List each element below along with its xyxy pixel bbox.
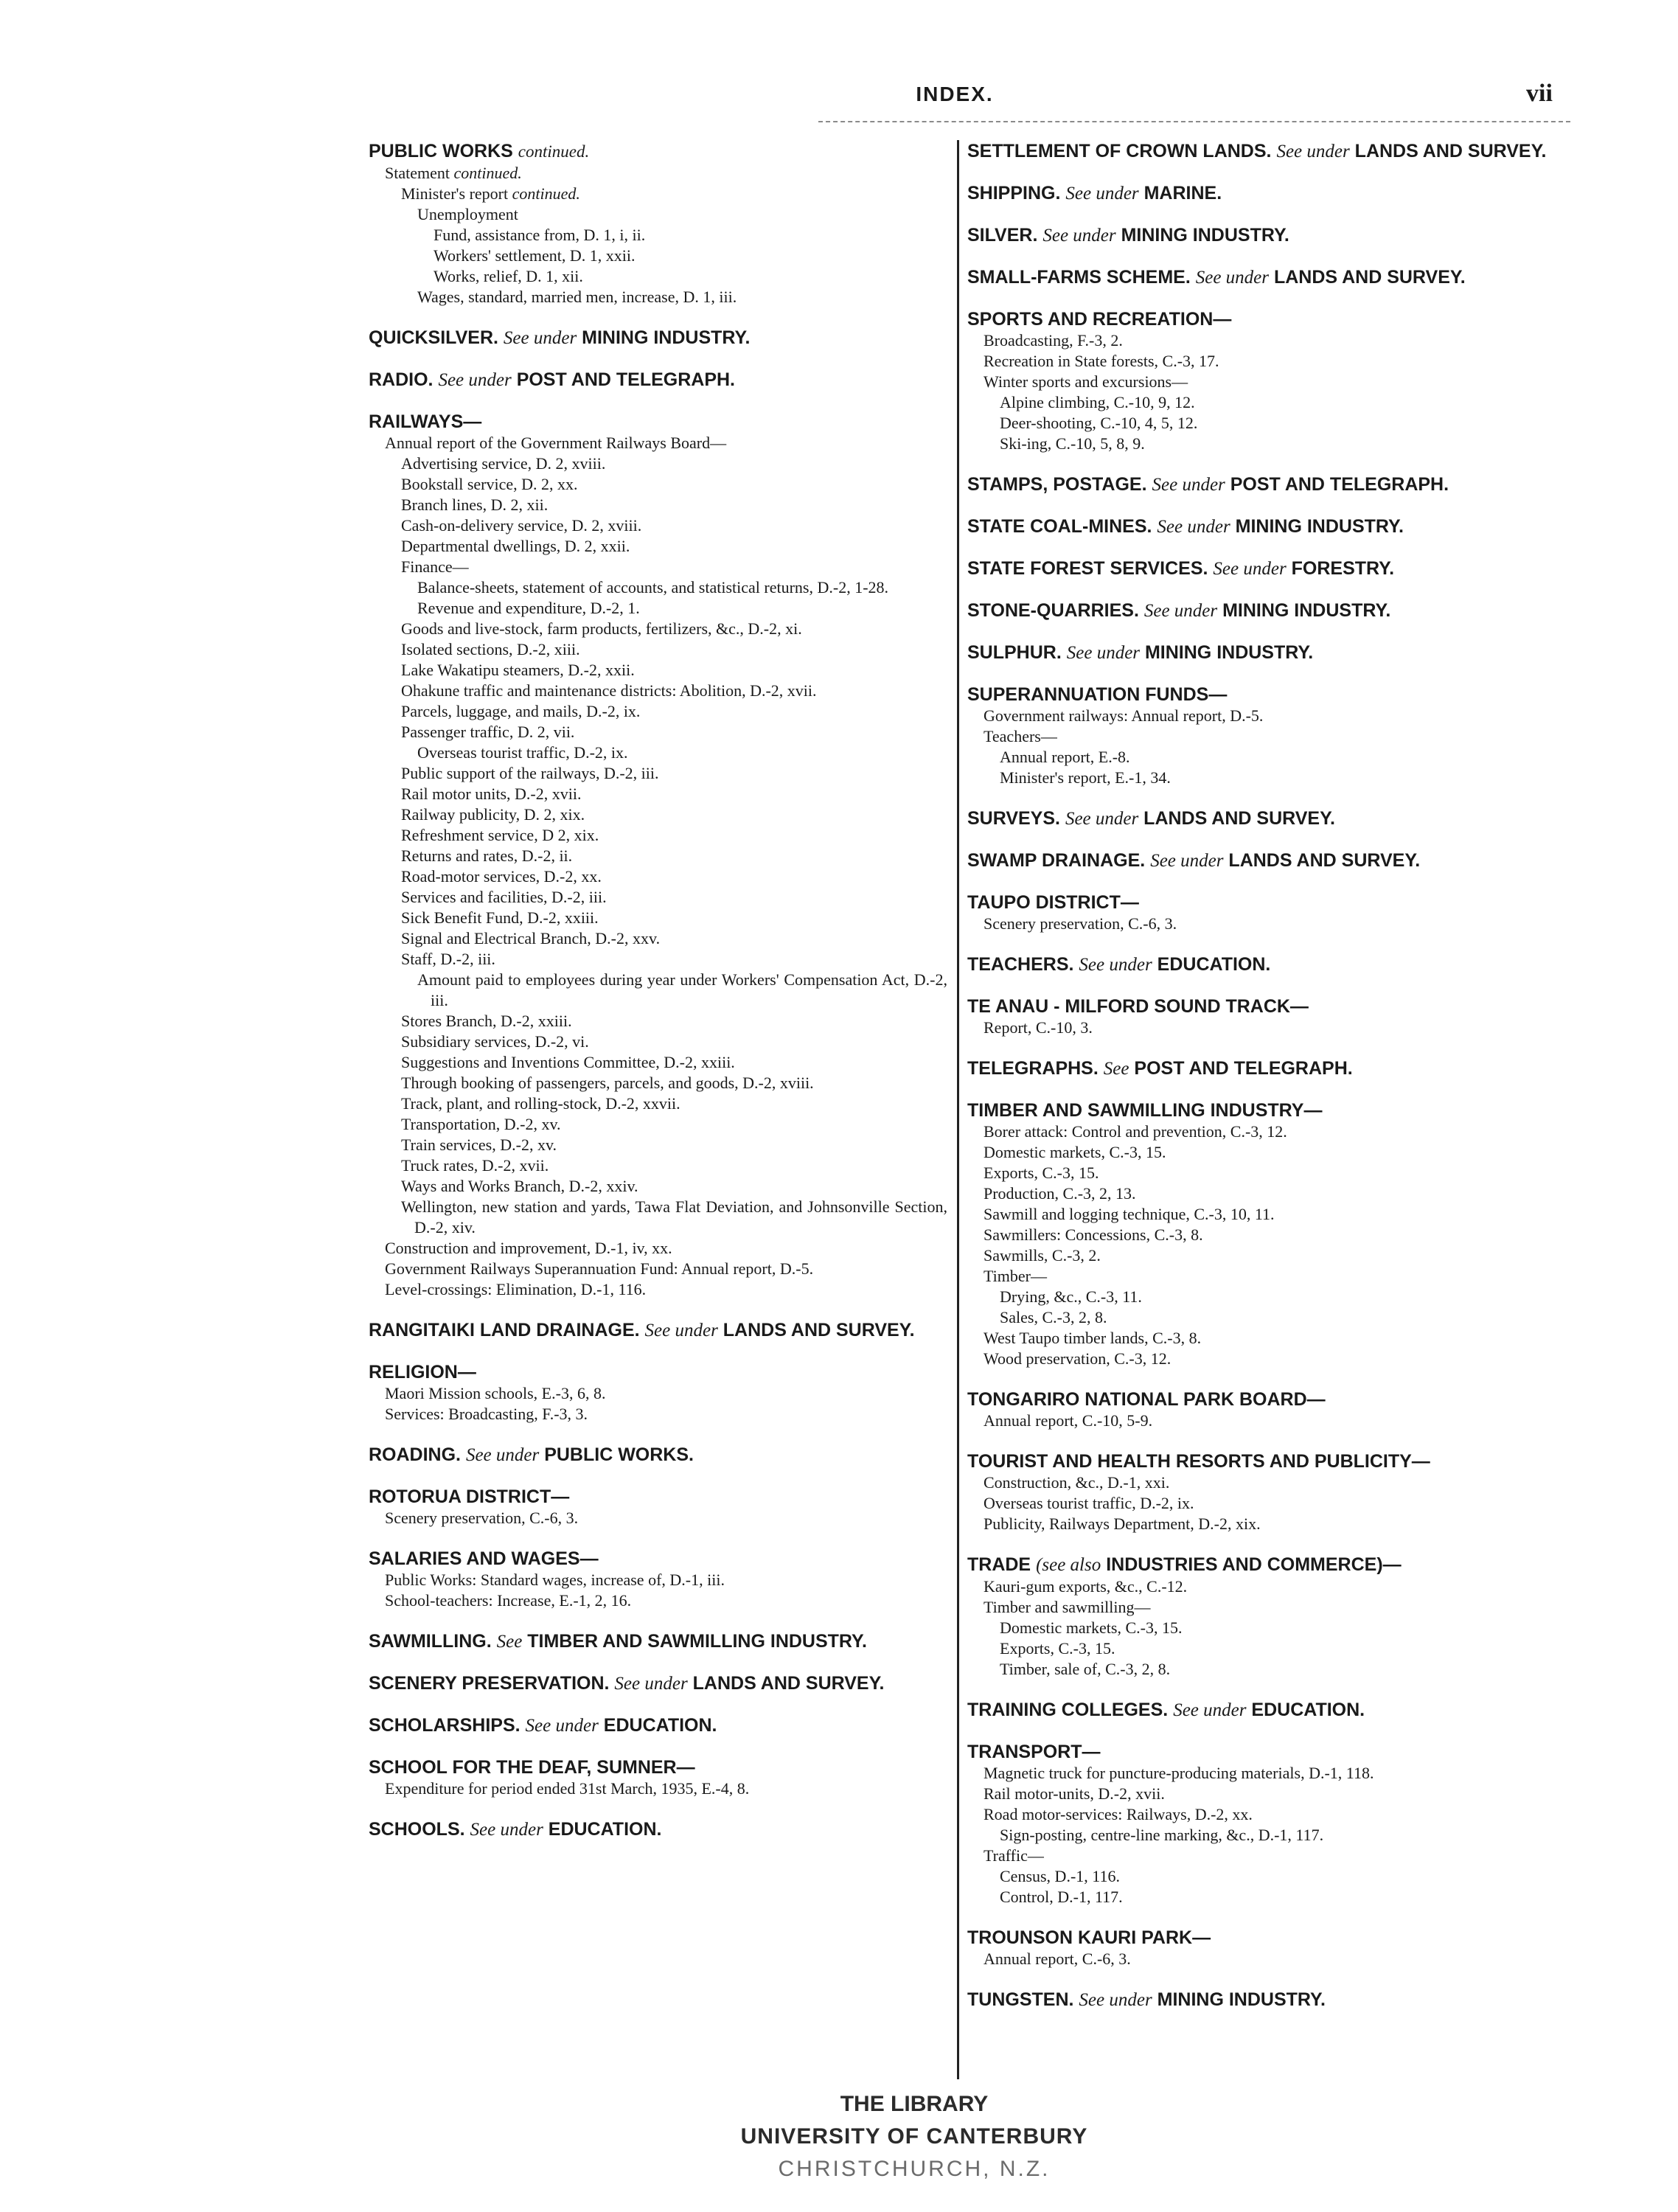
index-entry-scholarships [369,1714,947,1737]
entry-heading: SCHOOLS. [369,1819,465,1840]
cross-reference: FORESTRY. [1291,558,1395,579]
index-entry-small-farms [967,266,1594,289]
index-entry-stamps [967,473,1594,496]
subentry: Truck rates, D.-2, xvii. [401,1156,549,1175]
cross-reference: LANDS AND SURVEY. [1354,141,1547,161]
index-entry-superannuation [967,684,1594,788]
subentry: Broadcasting, F.-3, 2. [984,331,1123,349]
subentry: Deer-shooting, C.-10, 4, 5, 12. [1000,414,1198,432]
cross-reference: LANDS AND SURVEY. [723,1320,915,1340]
subentry: Domestic markets, C.-3, 15. [984,1143,1166,1161]
entry-heading: ROTORUA DISTRICT— [369,1486,570,1507]
entry-heading: RANGITAIKI LAND DRAINAGE. [369,1320,640,1340]
entry-heading: TUNGSTEN. [967,1989,1074,2010]
subentry: Wood preservation, C.-3, 12. [984,1349,1172,1368]
subentry-list [369,433,947,1300]
entry-heading: TRANSPORT— [967,1742,1101,1762]
entry-heading: STATE COAL-MINES. [967,516,1152,537]
subentry-list [967,1472,1594,1534]
subentry: Departmental dwellings, D. 2, xxii. [401,537,630,555]
see-under: See [1103,1059,1129,1079]
cross-reference: TIMBER AND SAWMILLING INDUSTRY. [527,1631,867,1652]
entry-heading: STATE FOREST SERVICES. [967,558,1208,579]
left-column [369,140,947,1860]
subentry: Timber— [984,1267,1047,1285]
subentry: Sick Benefit Fund, D.-2, xxiii. [401,908,599,927]
see-under: See under [470,1820,543,1840]
continued-note: continued. [518,142,590,161]
see-under: See under [1143,601,1218,621]
subentry: Overseas tourist traffic, D.-2, ix. [984,1494,1194,1512]
index-entry-sulphur [967,641,1594,664]
subentry: Drying, &c., C.-3, 11. [1000,1287,1142,1306]
entry-heading: TRAINING COLLEGES. [967,1700,1169,1720]
subentry: Subsidiary services, D.-2, vi. [401,1032,589,1051]
subentry: Level-crossings: Elimination, D.-1, 116. [385,1280,647,1298]
subentry: Wellington, new station and yards, Tawa Flat Deviation, and Johnsonville Section, D.-2, xiv. [401,1197,947,1237]
subentry: Through booking of passengers, parcels, and goods, D.-2, xviii. [401,1074,814,1092]
index-header-title: INDEX. [916,83,994,105]
stamp-line: THE LIBRARY [840,2092,989,2116]
index-entry-tungsten [967,1989,1594,2011]
index-entry-quicksilver [369,327,947,349]
cross-reference: EDUCATION. [548,1819,662,1840]
entry-heading: SETTLEMENT OF CROWN LANDS. [967,141,1272,161]
subentry: Timber and sawmilling— [984,1598,1151,1616]
see-under: See under [1152,475,1225,495]
subentry: Sawmillers: Concessions, C.-3, 8. [984,1225,1203,1244]
cross-reference: MINING INDUSTRY. [1144,642,1314,663]
subentry: Maori Mission schools, E.-3, 6, 8. [385,1384,606,1402]
library-stamp [686,2088,1143,2185]
index-entry-trade [967,1554,1594,1680]
cross-reference: PUBLIC WORKS. [544,1444,694,1465]
entry-heading: SULPHUR. [967,642,1062,663]
index-entry-stone-quarries [967,599,1594,622]
cross-reference: LANDS AND SURVEY. [1228,850,1421,871]
subentry-list [967,1576,1594,1680]
subentry: Ski-ing, C.-10, 5, 8, 9. [1000,434,1145,453]
subentry: Government Railways Superannuation Fund: Annual report, D.-5. [385,1259,814,1278]
subentry: Lake Wakatipu steamers, D.-2, xxii. [401,661,635,679]
cross-reference: EDUCATION. [1157,954,1271,975]
index-entry-rangitaiki [369,1319,947,1342]
cross-reference: MARINE. [1143,183,1222,204]
subentry: Wages, standard, married men, increase, D. 1, iii. [417,288,737,306]
subentry: Timber, sale of, C.-3, 2, 8. [1000,1660,1171,1678]
subentry: Control, D.-1, 117. [1000,1888,1123,1906]
index-entry-training [967,1699,1594,1722]
subentry: Public support of the railways, D.-2, iii. [401,764,659,782]
index-entry-swamp [967,849,1594,872]
page-number: vii [1526,80,1553,107]
entry-heading: STONE-QUARRIES. [967,600,1139,621]
cross-reference: POST AND TELEGRAPH. [1134,1058,1353,1079]
subentry: Amount paid to employees during year under Workers' Compensation Act, D.-2, iii. [417,970,947,1009]
entry-heading: SHIPPING. [967,183,1061,204]
subentry: Fund, assistance from, D. 1, i, ii. [434,226,646,244]
entry-heading: TELEGRAPHS. [967,1058,1099,1079]
index-entry-tongariro [967,1388,1594,1431]
see-under: See under [1042,226,1116,246]
subentry: Minister's report [401,184,509,203]
entry-heading: TAUPO DISTRICT— [967,892,1139,913]
subentry: Isolated sections, D.-2, xiii. [401,640,580,658]
subentry-list [369,1508,947,1528]
entry-heading: RAILWAYS— [369,411,482,432]
entry-heading: TONGARIRO NATIONAL PARK BOARD— [967,1389,1326,1410]
subentry: Ohakune traffic and maintenance districts: Abolition, D.-2, xvii. [401,681,817,700]
see-under: See under [1276,142,1350,161]
subentry: Alpine climbing, C.-10, 9, 12. [1000,393,1195,411]
subentry: Scenery preservation, C.-6, 3. [385,1509,579,1527]
subentry-list [967,1763,1594,1907]
index-entry-sports [967,308,1594,454]
entry-heading: TROUNSON KAURI PARK— [967,1927,1211,1948]
entry-heading: PUBLIC WORKS [369,141,513,161]
subentry: Overseas tourist traffic, D.-2, ix. [417,743,628,762]
entry-heading: QUICKSILVER. [369,327,498,348]
subentry: Track, plant, and rolling-stock, D.-2, xxvii. [401,1094,680,1113]
see-under: See under [1079,955,1152,975]
subentry: School-teachers: Increase, E.-1, 2, 16. [385,1591,632,1610]
subentry: Goods and live-stock, farm products, fertilizers, &c., D.-2, xi. [401,619,802,638]
subentry: Teachers— [984,727,1057,745]
index-entry-shipping [967,182,1594,205]
stamp-line: CHRISTCHURCH, N.Z. [778,2157,1051,2181]
index-entry-silver [967,224,1594,247]
subentry: Revenue and expenditure, D.-2, 1. [417,599,640,617]
subentry: Government railways: Annual report, D.-5. [984,706,1264,725]
subentry-list [369,1570,947,1611]
subentry: Construction and improvement, D.-1, iv, xx. [385,1239,672,1257]
cross-reference: LANDS AND SURVEY. [1273,267,1466,288]
entry-heading: SCHOOL FOR THE DEAF, SUMNER— [369,1757,695,1778]
subentry: Refreshment service, D 2, xix. [401,826,599,844]
cross-reference: POST AND TELEGRAPH. [1230,474,1449,495]
subentry: Winter sports and excursions— [984,372,1188,391]
cross-reference: MINING INDUSTRY. [1222,600,1391,621]
subentry: Sign-posting, centre-line marking, &c., D.-1, 117. [1000,1826,1324,1844]
entry-heading: SALARIES AND WAGES— [369,1548,599,1569]
entry-heading: SUPERANNUATION FUNDS— [967,684,1228,705]
index-entry-roading [369,1444,947,1467]
subentry-list [967,914,1594,934]
index-entry-radio [369,369,947,392]
entry-heading: SCHOLARSHIPS. [369,1715,521,1736]
subentry: Domestic markets, C.-3, 15. [1000,1618,1183,1637]
subentry: Returns and rates, D.-2, ii. [401,846,573,865]
see-under: See under [1079,1990,1152,2010]
subentry: Production, C.-3, 2, 13. [984,1184,1136,1203]
index-entry-tourist [967,1450,1594,1534]
subentry: Ways and Works Branch, D.-2, xxiv. [401,1177,638,1195]
index-entry-teachers [967,953,1594,976]
subentry: Minister's report, E.-1, 34. [1000,768,1171,787]
entry-heading: RADIO. [369,369,434,390]
index-entry-public-works [369,140,947,307]
subentry: Annual report, C.-10, 5-9. [984,1411,1153,1430]
cross-reference: INDUSTRIES AND COMMERCE)— [1106,1554,1402,1575]
subentry: Works, relief, D. 1, xii. [434,267,583,285]
subentry: Rail motor units, D.-2, xvii. [401,785,582,803]
subentry: Expenditure for period ended 31st March, 1935, E.-4, 8. [385,1779,750,1798]
subentry-list [369,1383,947,1425]
subentry: Stores Branch, D.-2, xxiii. [401,1012,572,1030]
subentry-list [967,1949,1594,1969]
subentry-list [967,330,1594,454]
index-entry-transport [967,1741,1594,1907]
entry-heading: RELIGION— [369,1362,476,1382]
see-under: See under [614,1674,688,1694]
subentry: Publicity, Railways Department, D.-2, xix. [984,1514,1261,1533]
cross-reference: MINING INDUSTRY. [1235,516,1404,537]
subentry: Balance-sheets, statement of accounts, and statistical returns, D.-2, 1-28. [417,578,889,597]
subentry: Branch lines, D. 2, xii. [401,495,549,514]
subentry: Public Works: Standard wages, increase of, D.-1, iii. [385,1571,725,1589]
header-rule [818,121,1570,122]
subentry-list [967,1018,1594,1038]
index-entry-settlement [967,140,1594,163]
subentry: Construction, &c., D.-1, xxi. [984,1473,1170,1492]
see-under: See under [1065,809,1139,829]
subentry: Sawmill and logging technique, C.-3, 10, 11. [984,1205,1275,1223]
entry-heading: STAMPS, POSTAGE. [967,474,1147,495]
subentry: Train services, D.-2, xv. [401,1135,557,1154]
continued-note: continued. [512,184,580,203]
index-entry-taupo [967,891,1594,934]
see-under: See under [1150,851,1224,871]
see-under: See under [1173,1700,1247,1720]
stamp-line: UNIVERSITY OF CANTERBURY [740,2124,1088,2149]
subentry: Borer attack: Control and prevention, C.-3, 12. [984,1122,1287,1141]
subentry: Magnetic truck for puncture-producing materials, D.-1, 118. [984,1764,1374,1782]
subentry-list [967,1411,1594,1431]
see-under: See under [1157,517,1230,537]
index-entry-te-anau [967,995,1594,1038]
see-under: See under [525,1716,599,1736]
cross-reference: MINING INDUSTRY. [1157,1989,1326,2010]
subentry-list [967,706,1594,788]
subentry: Annual report, C.-6, 3. [984,1950,1131,1968]
subentry: Finance— [401,557,469,576]
entry-heading: SCENERY PRESERVATION. [369,1673,610,1694]
subentry: Exports, C.-3, 15. [1000,1639,1115,1658]
entry-heading: TOURIST AND HEALTH RESORTS AND PUBLICITY— [967,1451,1430,1472]
see-under: See under [503,328,577,348]
entry-heading: SWAMP DRAINAGE. [967,850,1146,871]
cross-reference: LANDS AND SURVEY. [692,1673,885,1694]
subentry: Sawmills, C.-3, 2. [984,1246,1101,1265]
see-under: See under [1065,184,1139,204]
subentry: Parcels, luggage, and mails, D.-2, ix. [401,702,641,720]
subentry: Road motor-services: Railways, D.-2, xx. [984,1805,1253,1823]
cross-reference: EDUCATION. [1251,1700,1365,1720]
subentry: Transportation, D.-2, xv. [401,1115,561,1133]
entry-heading: TEACHERS. [967,954,1074,975]
cross-reference: MINING INDUSTRY. [1121,225,1289,246]
subentry: Census, D.-1, 116. [1000,1867,1120,1885]
see-under: See under [465,1445,540,1465]
column-divider [957,140,959,2079]
see-also: (see also [1036,1555,1101,1575]
subentry: Statement [385,164,450,182]
subentry: Scenery preservation, C.-6, 3. [984,914,1177,933]
subentry: Recreation in State forests, C.-3, 17. [984,352,1219,370]
index-entry-state-forest [967,557,1594,580]
index-entry-trounson [967,1927,1594,1969]
entry-heading: TE ANAU - MILFORD SOUND TRACK— [967,996,1309,1017]
index-entry-religion [369,1361,947,1425]
cross-reference: POST AND TELEGRAPH. [516,369,736,390]
subentry: Signal and Electrical Branch, D.-2, xxv. [401,929,661,947]
index-entry-scenery [369,1672,947,1695]
subentry: Staff, D.-2, iii. [401,950,495,968]
entry-heading: SURVEYS. [967,808,1060,829]
index-entry-telegraphs [967,1057,1594,1080]
subentry: Report, C.-10, 3. [984,1018,1093,1037]
see-under: See under [644,1321,718,1340]
cross-reference: MINING INDUSTRY. [582,327,751,348]
entry-heading: SAWMILLING. [369,1631,492,1652]
entry-heading: SPORTS AND RECREATION— [967,309,1232,330]
entry-heading: SILVER. [967,225,1038,246]
subentry: Railway publicity, D. 2, xix. [401,805,585,824]
subentry: West Taupo timber lands, C.-3, 8. [984,1329,1202,1347]
subentry: Rail motor-units, D.-2, xvii. [984,1784,1165,1803]
subentry: Advertising service, D. 2, xviii. [401,454,606,473]
subentry: Suggestions and Inventions Committee, D.-2, xxiii. [401,1053,735,1071]
continued-note: continued. [453,164,522,182]
see-under: See under [438,370,512,390]
index-entry-schools [369,1818,947,1841]
subentry: Workers' settlement, D. 1, xxii. [434,246,636,265]
subentry: Passenger traffic, D. 2, vii. [401,723,575,741]
see-under: See under [1213,559,1287,579]
entry-heading: TRADE [967,1554,1031,1575]
index-entry-state-coal [967,515,1594,538]
see-under: See under [1066,643,1141,663]
subentry: Cash-on-delivery service, D. 2, xviii. [401,516,642,535]
index-entry-sawmilling [369,1630,947,1653]
subentry: Sales, C.-3, 2, 8. [1000,1308,1107,1326]
subentry: Services: Broadcasting, F.-3, 3. [385,1405,588,1423]
subentry: Annual report of the Government Railways Board— [385,434,727,452]
entry-heading: TIMBER AND SAWMILLING INDUSTRY— [967,1100,1323,1121]
index-entry-salaries [369,1548,947,1611]
index-entry-timber [967,1099,1594,1369]
index-entry-rotorua [369,1486,947,1528]
subentry: Road-motor services, D.-2, xx. [401,867,602,886]
right-column [967,140,1594,2031]
subentry: Annual report, E.-8. [1000,748,1130,766]
index-entry-surveys [967,807,1594,830]
entry-heading: ROADING. [369,1444,461,1465]
subentry-list [967,1121,1594,1369]
see-under: See [496,1632,523,1652]
cross-reference: LANDS AND SURVEY. [1143,808,1335,829]
subentry: Bookstall service, D. 2, xx. [401,475,578,493]
subentry-list [369,1778,947,1799]
subentry: Kauri-gum exports, &c., C.-12. [984,1577,1188,1596]
entry-heading: SMALL-FARMS SCHEME. [967,267,1191,288]
cross-reference: EDUCATION. [603,1715,717,1736]
index-entry-railways [369,411,947,1300]
subentry: Services and facilities, D.-2, iii. [401,888,607,906]
subentry: Traffic— [984,1846,1044,1865]
see-under: See under [1195,268,1270,288]
subentry: Unemployment [417,205,518,223]
subentry: Exports, C.-3, 15. [984,1164,1099,1182]
index-entry-school-deaf [369,1756,947,1799]
